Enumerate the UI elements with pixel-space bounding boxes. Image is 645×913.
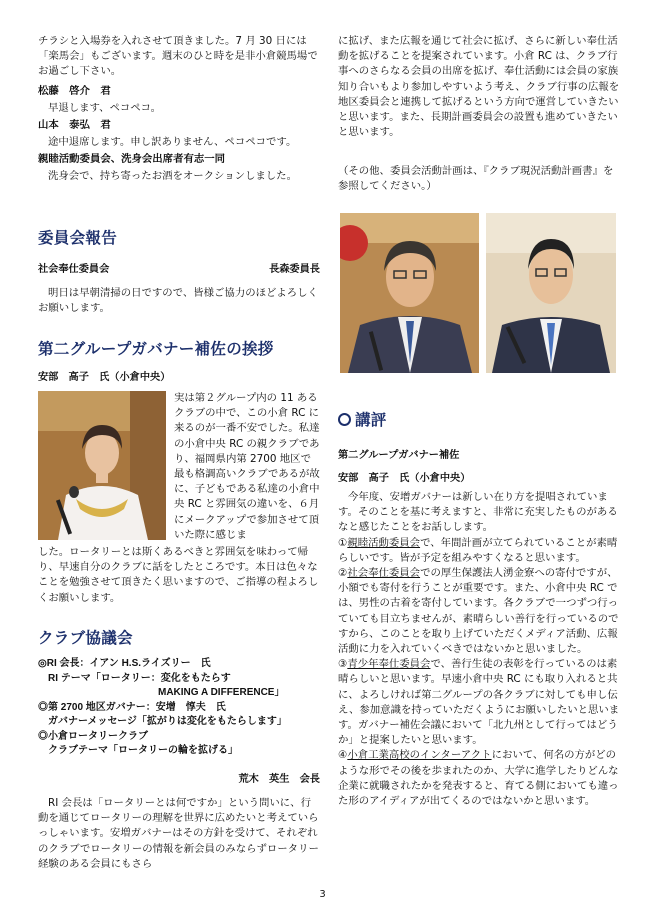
review-item-4	[338, 748, 620, 809]
item-number: ④	[338, 749, 348, 762]
greeting-text-wrap: 実は第２グループ内の 11 あるクラブの中で、この小倉 RC に来るのが一番不安でした。私達の小倉中央 RC の親クラブであり、福岡県内第 2700 地区で最も格調高いクラブであるが故に、子どもである私達の小倉中央 RC と雰囲気の違いを、６月にメークアップで参加させて頂いた際に感じま	[174, 392, 320, 541]
man-portrait-illustration-2	[486, 213, 616, 373]
council-text-continued: に拡げ、また広報を通じて社会に拡げ、さらに新しい奉仕活動を拡げることを提案されています。小倉 RC は、クラブ行事へのさらなる会員の出席を拡げ、奉仕活動には会員の家族知り合いもより参加しやすいよう考え、クラブ行事の広報を地区委員会と連携して拡げるという方向で運営していきたいと思います。また、長期計画委員会の設置も進めていきたいと思います。	[338, 35, 620, 139]
item-number: ①	[338, 536, 348, 549]
theme-item-governor-message: ガバナーメッセージ「拡がりは変化をもたらします」	[48, 716, 287, 727]
review-speaker: 安部 高子 氏（小倉中央）	[338, 473, 471, 484]
greeting-speaker: 安部 高子 氏（小倉中央）	[38, 372, 171, 383]
reference-note: （その他、委員会活動計画は、『クラブ現況活動計画書』を参照してください。）	[338, 165, 614, 193]
speaker-name-3: 親睦活動委員会、洗身会出席者有志一同	[38, 153, 226, 165]
committee-name: 社会奉仕委員会	[38, 264, 110, 275]
woman-portrait-illustration	[38, 391, 166, 540]
item-text: での厚生保護法人湧金寮への寄付ですが、小額でも寄付を行うことが重要です。また、小倉中央 RC では、男性の古着を寄付しています。各クラブで一つずつ行っていても目立ちませんが、素晴らしい善行を行っているのですから、このことを取り上げていただくメディア活動、広報活動に力を入れていくべきではないかと思いました。	[338, 567, 619, 656]
review-heading	[338, 408, 387, 430]
circle-marker-icon	[338, 413, 351, 426]
man-portrait-illustration-1	[340, 213, 479, 373]
speaker-text-3: 洗身会で、持ち寄ったお酒をオークションしました。	[48, 170, 297, 182]
item-number: ③	[338, 658, 348, 671]
committee-row	[38, 262, 320, 277]
committee-chair: 長森委員長	[269, 264, 320, 275]
speaker-text-1: 早退します、ペコペコ。	[48, 102, 162, 114]
item-text: で、年間計画が立てられていることが素晴らしいです。皆が予定を組みやすくなると思います。	[338, 536, 618, 564]
theme-item-ri-theme: RI テーマ「ロータリー：変化をもたらす	[48, 672, 231, 684]
theme-item-club-theme: クラブテーマ「ロータリーの輪を拡げる」	[48, 745, 238, 756]
review-body	[338, 490, 620, 809]
item-committee: 親睦活動委員会	[347, 536, 421, 549]
speaker-photo-man-1	[340, 213, 479, 373]
theme-item-ri-theme-en: MAKING A DIFFERENCE」	[158, 687, 285, 698]
review-paragraph-1: 今年度、安增ガバナーは新しい在り方を提唱されています。そのことを基に考えますと、非常に充実したものがあるなと感じたことをお話しします。	[338, 491, 618, 534]
speaker-name-1: 松藤 啓介 君	[38, 85, 111, 97]
theme-list	[38, 657, 320, 759]
theme-item-ri-president: ◎RI 会長：イアン H.S.ライズリー 氏	[38, 658, 211, 669]
council-text: RI 会長は「ロータリーとは何ですか」という問いに、行動を通じてロータリーの理解を世界に広めたいと考えていらっしゃいます。安増ガバナーはその方針を受けて、それぞれのクラブでロータリーの情報を新会員のみならずロータリー経験のある会員にもさら	[38, 797, 319, 870]
review-item-3	[338, 657, 620, 748]
council-speaker: 荒木 英生 会長	[238, 774, 320, 785]
greeting-text-rest: した。ロータリーとは斯くあるべきと雰囲気を味わって帰り、早速自分のクラブに話をしたところです。本日は色々なことを勉強させて頂きたく思いますので、ご指導の程よろしくお願いします。	[38, 546, 319, 604]
item-number: ②	[338, 567, 348, 580]
section-title-review: 講評	[355, 411, 387, 429]
section-title-club-council: クラブ協議会	[38, 629, 133, 647]
speaker-name-2: 山本 泰弘 君	[38, 119, 111, 131]
item-text: で、善行生徒の表彰を行っているのは素晴らしいと思います。早速小倉中央 RC にも取り入れると共に、よろしければ第二グループの各クラブに対しても申し伝え、参加意識を持っていただくようにお願いしたいと思います。ガバナー補佐会議において「北九州として行ってはどうか」と提案したいと思います。	[338, 658, 620, 747]
review-item-1	[338, 536, 620, 566]
intro-text: チラシと入場券を入れさせて頂きました。7 月 30 日には「楽馬会」もございます。週末のひと時を是非小倉競馬場でお過ごし下さい。	[38, 35, 318, 78]
item-committee: 小倉工業高校のインターアクト	[347, 749, 492, 762]
item-committee: 青少年奉仕委員会	[347, 658, 431, 671]
committee-text: 明日は早朝清掃の日ですので、皆様ご協力のほどよろしくお願いします。	[38, 287, 318, 315]
review-role: 第二グループガバナー補佐	[338, 450, 460, 461]
speaker-text-2: 途中退席します。申し訳ありません、ペコペコです。	[48, 136, 297, 148]
item-committee: 社会奉仕委員会	[347, 567, 421, 580]
theme-item-club: ◎小倉ロータリークラブ	[38, 730, 148, 742]
section-title-governor-greeting: 第二グループガバナー補佐の挨拶	[38, 340, 274, 358]
speaker-photo-woman	[38, 391, 166, 540]
theme-item-district-governor: ◎第 2700 地区ガバナー：安增 惇夫 氏	[38, 701, 226, 713]
page-number: 3	[319, 889, 326, 900]
speaker-photo-man-2	[486, 213, 616, 373]
review-item-2	[338, 566, 620, 657]
item-text: において、何名の方がどのような形でその後を歩まれたのか、大学に進学したりどんな企業に就職されたかを発表すると、育てる側においても違った形のアイディアが出てくるのではないかと思います。	[338, 749, 619, 808]
section-title-committee-report: 委員会報告	[38, 229, 118, 247]
